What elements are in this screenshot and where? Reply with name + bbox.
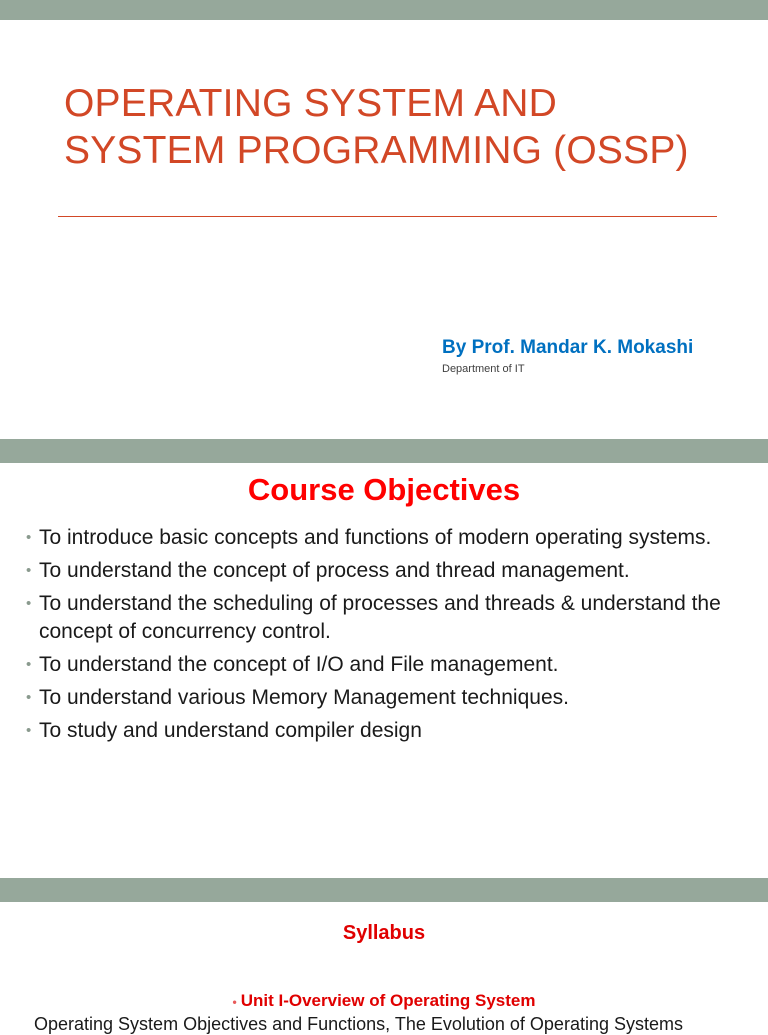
list-item — [26, 684, 746, 712]
author-name: By Prof. Mandar K. Mokashi — [442, 337, 694, 358]
list-item — [26, 524, 746, 552]
list-item — [26, 557, 746, 585]
slide-separator-band — [0, 439, 768, 463]
bullet-icon: • — [26, 595, 32, 612]
list-item — [26, 590, 746, 646]
slide-separator-band — [0, 878, 768, 902]
title-line-2: SYSTEM PROGRAMMING (OSSP) — [64, 129, 689, 172]
bullet-icon: • — [26, 689, 32, 706]
objective-text: To understand the concept of I/O and File management. — [39, 653, 559, 676]
objective-text: To understand various Memory Management techniques. — [39, 686, 569, 709]
objectives-list — [26, 524, 746, 750]
bullet-icon: • — [26, 562, 32, 579]
objective-text: To introduce basic concepts and functions of modern operating systems. — [39, 526, 712, 549]
objective-text: To understand the scheduling of processes and threads & understand the concept of concurrency control. — [39, 592, 721, 643]
list-item — [26, 651, 746, 679]
bullet-icon: • — [26, 529, 32, 546]
slide-title — [64, 80, 689, 174]
unit-title: Unit I-Overview of Operating System — [240, 991, 536, 1010]
title-divider — [58, 216, 717, 217]
objective-text: To understand the concept of process and thread management. — [39, 559, 630, 582]
unit-title-line — [0, 991, 768, 1011]
department-label: Department of IT — [442, 363, 525, 375]
slide-top-band — [0, 0, 768, 20]
unit-description: Operating System Objectives and Functions, The Evolution of Operating Systems — [34, 1014, 683, 1034]
objectives-heading: Course Objectives — [247, 472, 521, 507]
bullet-icon: • — [232, 995, 237, 1009]
title-line-1: OPERATING SYSTEM AND — [64, 82, 558, 125]
list-item — [26, 717, 746, 745]
bullet-icon: • — [26, 656, 32, 673]
bullet-icon: • — [26, 722, 32, 739]
objective-text: To study and understand compiler design — [39, 719, 422, 742]
syllabus-heading: Syllabus — [342, 922, 426, 944]
